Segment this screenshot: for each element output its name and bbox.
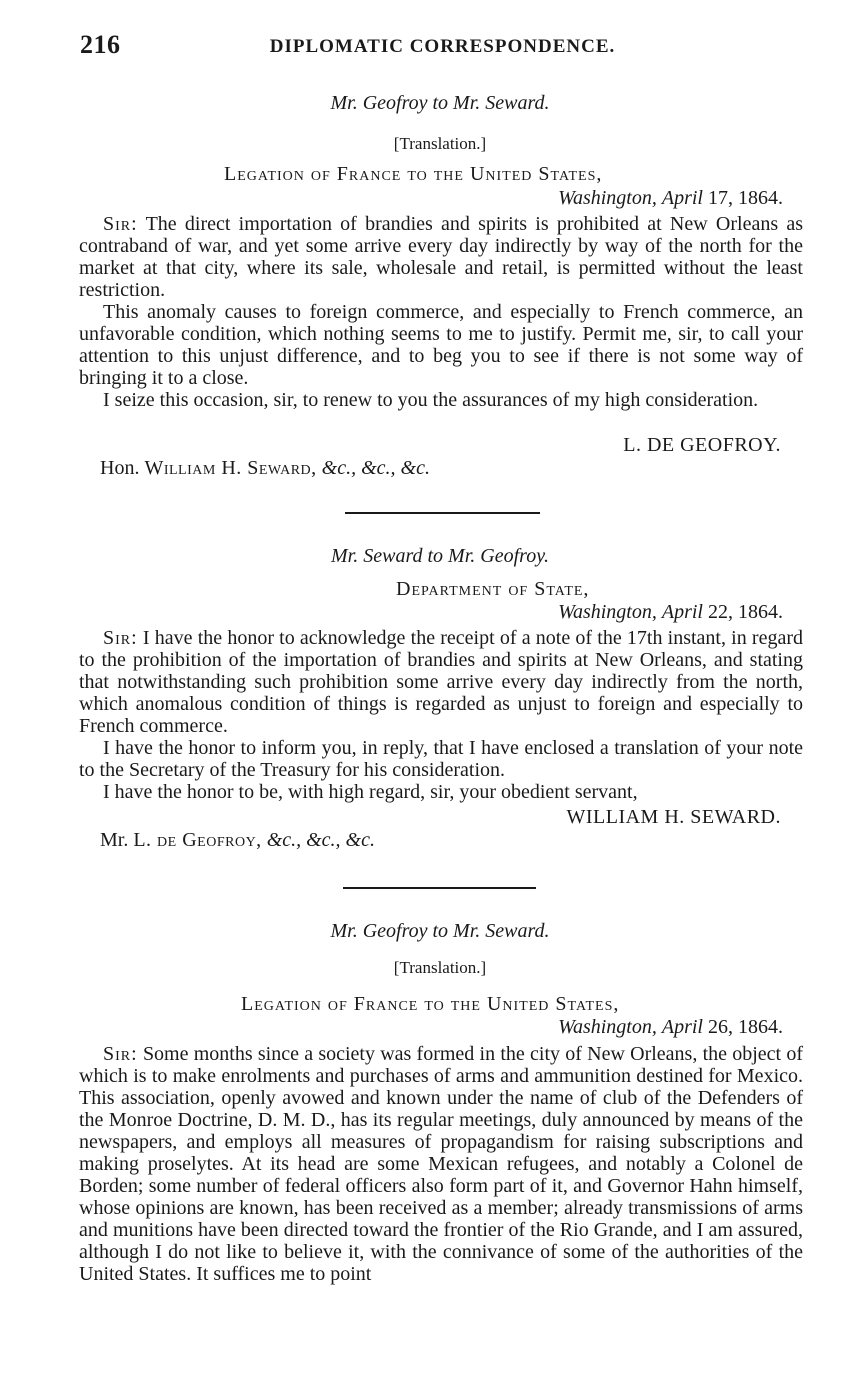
letter-1-dateline [558,187,783,210]
letter-1-signature: L. DE GEOFROY. [623,434,781,456]
paragraph: Sir: Some months since a society was formed in the city of New Orleans, the object of which is to make enrolments and purchases of arms and ammunition destined for Mexico. This association, openly avowed and known under the name of club of the Defenders of the Monroe Doctrine, D. M. D., has its regular meetings, duly announced by means of the newspapers, and employs all measures of propagandism for raising subscriptions and making proselytes. At its head are some Mexican refugees, and notably a Colonel de Borden; some number of federal officers also form part of it, and Governor Hahn himself, whose opinions are known, has been received as a member; already transmissions of arms and munitions have been directed toward the frontier of the Rio Grande, and I am assured, although I do not like to believe it, with the connivance of some of the authorities of the United States. It suffices me to point [79,1043,804,1285]
letter-3-translation-note: [Translation.] [393,958,487,977]
dateline-month: April [661,187,703,209]
dateline-place: Washington, [558,601,657,623]
paragraph: This anomaly causes to foreign commerce, and especially to French commerce, an unfavorable condition, which nothing seems to me to justify. Permit me, sir, to call your attention to this unjust difference, and to beg you to see if there is not some way of bringing it to a close. [79,301,803,389]
letter-2-dateline [558,601,783,624]
running-title: DIPLOMATIC CORRESPONDENCE. [269,36,616,57]
dateline-month: April [661,601,703,623]
letter-2-addressee: Mr. L. de Geofroy, &c., &c., &c. [100,829,375,851]
page-number: 216 [80,30,121,59]
dateline-day-year: 22, 1864. [708,601,783,623]
section-divider [343,887,536,889]
paragraph: I have the honor to inform you, in reply, that I have enclosed a translation of your note to the Secretary of the Treasury for his consideration. [79,737,803,781]
letter-3-dateline [558,1016,783,1039]
paragraph: Sir: The direct importation of brandies and spirits is prohibited at New Orleans as contraband of war, and yet some arrive every day indirectly by way of the north for the market at that city, where its sale, wholesale and retail, is permitted without the least restriction. [79,213,804,301]
dateline-day-year: 17, 1864. [708,187,783,209]
section-divider [345,512,540,514]
salutation: Sir: [103,1043,138,1065]
letter-1-body [79,213,803,411]
letter-1-translation-note: [Translation.] [393,134,487,153]
letter-2-signature: WILLIAM H. SEWARD. [566,806,781,828]
dateline-place: Washington, [558,187,657,209]
dateline-place: Washington, [558,1016,657,1038]
dateline-day-year: 26, 1864. [708,1016,783,1038]
letter-3-heading: Legation of France to the United States, [241,993,620,1015]
letter-2-body [79,627,803,803]
letter-2-title: Mr. Seward to Mr. Geofroy. [331,545,549,567]
dateline-month: April [661,1016,703,1038]
paragraph: I seize this occasion, sir, to renew to you the assurances of my high consideration. [103,389,759,411]
letter-1-addressee: Hon. William H. Seward, &c., &c., &c. [100,457,430,479]
letter-1-heading: Legation of France to the United States, [224,163,603,185]
paragraph: I have the honor to be, with high regard, sir, your obedient servant, [103,781,638,803]
letter-3-title: Mr. Geofroy to Mr. Seward. [330,920,550,942]
salutation: Sir: [103,213,138,235]
salutation: Sir: [103,627,138,649]
paragraph: Sir: I have the honor to acknowledge the receipt of a note of the 17th instant, in regard to the prohibition of the importation of brandies and spirits at New Orleans, and stating that notwithstanding such prohibition some arrive every day indirectly from the north, which anomalous condition of things is regarded as unjust to foreign and especially to French commerce. [79,627,804,737]
letter-1-title: Mr. Geofroy to Mr. Seward. [330,92,550,114]
letter-2-heading: Department of State, [396,578,590,600]
letter-3-body [79,1043,803,1285]
